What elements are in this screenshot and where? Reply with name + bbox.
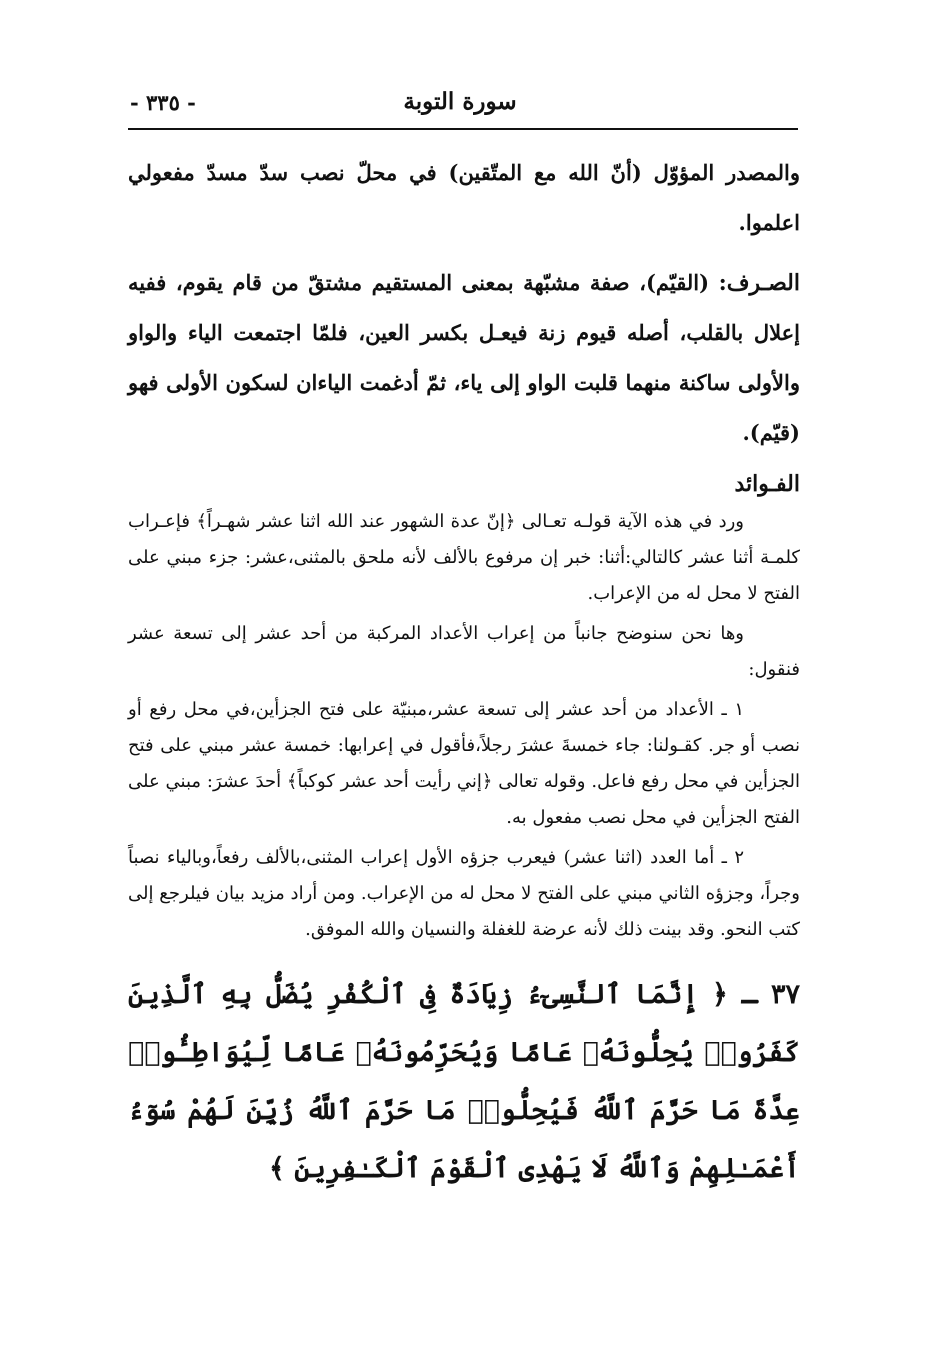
masdar-paragraph: والمصدر المؤوّل (أنّ الله مع المتّقين) في محلّ نصب سدّ مسدّ مفعولي اعلموا. [128, 160, 800, 235]
fawaid-paragraph-2: وها نحن سنوضح جانباً من إعراب الأعداد المركبة من أحد عشر إلى تسعة عشر فنقول: [128, 623, 800, 680]
fawaid-paragraph-1: ورد في هذه الآية قولـه تعـالى ﴿إنّ عدة الشهور عند الله اثنا عشر شهـراً﴾ فإعـراب كلمـة أثنا عشر كالتالي:أثنا: خبر إن مرفوع بالألف لأنه ملحق بالمثنى،عشر: جزء مبني على الفتح لا محل له من الإعراب. [128, 511, 800, 604]
sarf-text: (القيّم)، صفة مشبّهة بمعنى المستقيم مشتقّ من قام يقوم، ففيه إعلال بالقلب، أصله قيوم زنة فيعـل بكسر العين، فلمّا اجتمعت الياء والواو والأولى ساكنة منهما قلبت الواو إلى ياء، ثمّ أدغمت الياءان لسكون الأولى فهو (قيّم). [128, 270, 800, 445]
header-divider [128, 128, 798, 130]
fawaid-point-2: ٢ ـ أما العدد (اثنا عشر) فيعرب جزؤه الأول إعراب المثنى،بالألف رفعاً،وبالياء نصباً وجراً، وجزؤه الثاني مبني على الفتح لا محل له من الإعراب. ومن أراد مزيد بيان فيلرجع إلى كتب النحو. وقد بينت ذلك لأنه عرضة للغفلة والنسيان والله الموفق. [128, 847, 800, 940]
fawaid-heading: الفـوائد [734, 471, 800, 497]
surah-title: سورة التوبة [403, 88, 517, 115]
sarf-label: الصـرف: [718, 270, 800, 296]
page-number: - ٣٣٥ - [130, 90, 196, 115]
page-body [128, 148, 800, 1198]
fawaid-point-1: ١ ـ الأعداد من أحد عشر إلى تسعة عشر،مبنيّة على فتح الجزأين،في محل رفع أو نصب أو جر. كقـولنا: جاء خمسةَ عشرَ رجلاً،فأقول في إعرابها: خمسة عشر مبني على فتح الجزأين في محل رفع فاعل. وقوله تعالى ﴿إني رأيت أحد عشر كوكباً﴾ أحدَ عشرَ: مبني على الفتح الجزأين في محل نصب مفعول به. [128, 699, 800, 828]
page-header [130, 86, 798, 130]
quran-verse: ٣٧ ـ ﴿ إِنَّمَا ٱلنَّسِىٓءُ زِيَادَةٌ فِى ٱلْكُفْرِ يُضَلُّ بِهِ ٱلَّذِينَ كَفَرُوا۟ يُحِلُّونَهُۥ عَامًا وَيُحَرِّمُونَهُۥ عَامًا لِّيُوَاطِـُٔوا۟ عِدَّةَ مَا حَرَّمَ ٱللَّهُ فَيُحِلُّوا۟ مَا حَرَّمَ ٱللَّهُ زُيِّنَ لَهُمْ سُوٓءُ أَعْمَـٰلِهِمْ وَٱللَّهُ لَا يَهْدِى ٱلْقَوْمَ ٱلْكَـٰفِرِينَ ﴾ [128, 979, 800, 1184]
sarf-paragraph [128, 258, 800, 458]
